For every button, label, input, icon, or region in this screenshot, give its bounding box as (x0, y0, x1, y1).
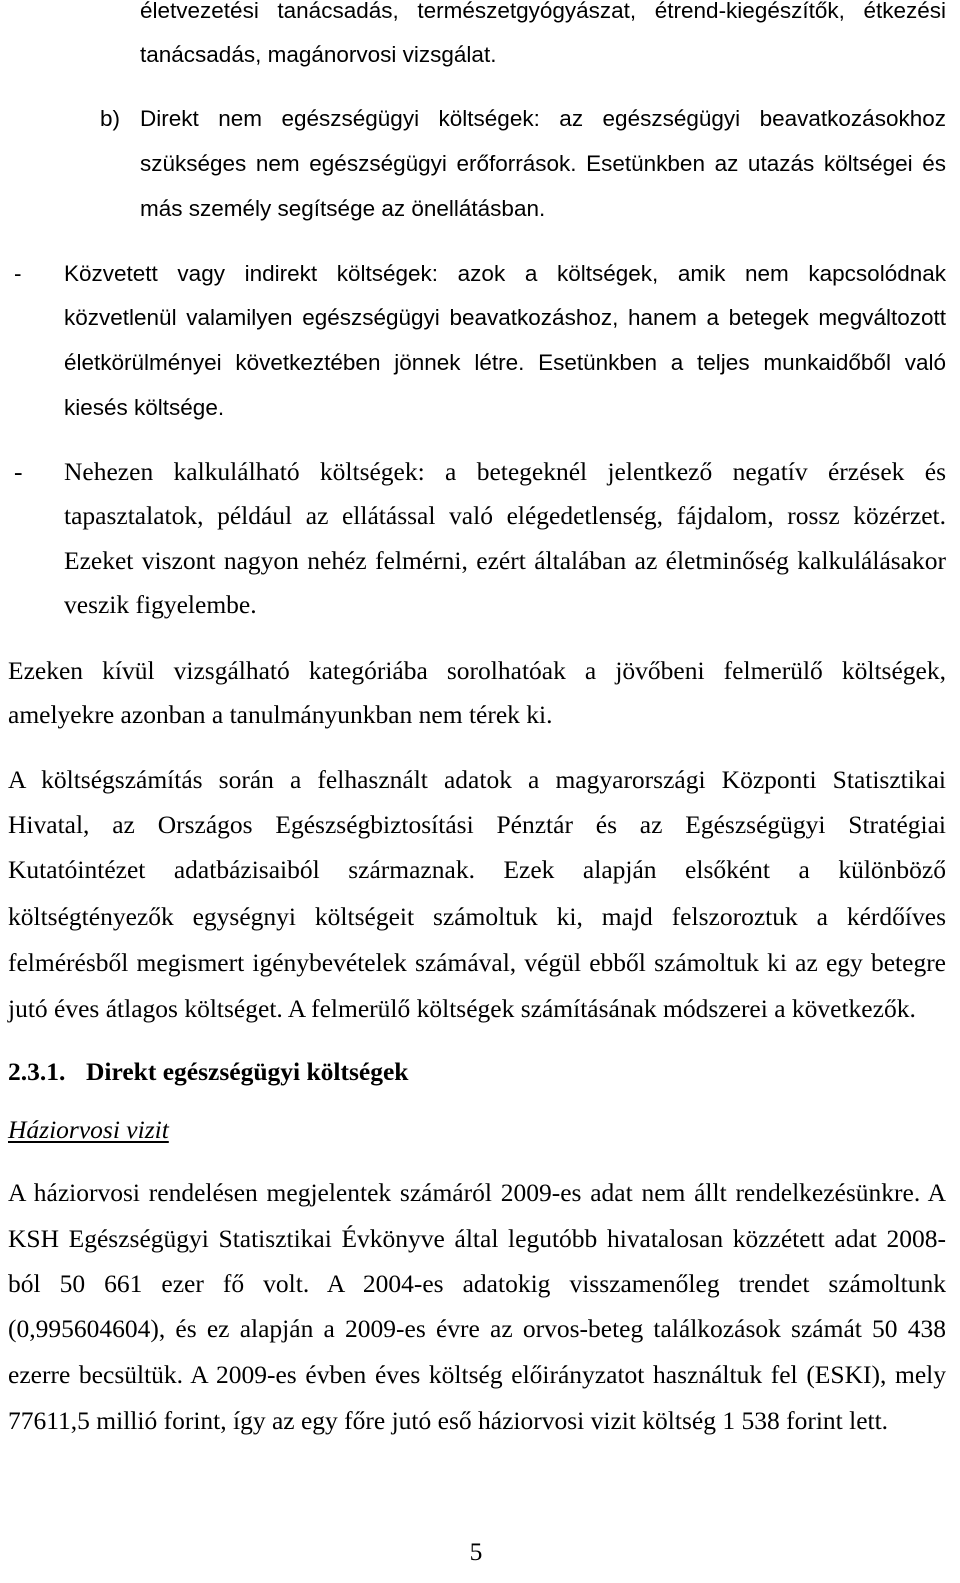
text-line: Direkt nem egészségügyi költségek: az egészségügyi beavatkozásokhoz (140, 106, 946, 131)
text-line: közvetlenül valamilyen egészségügyi beavatkozáshoz, hanem a betegek megváltozott (64, 305, 946, 330)
text-line: Nehezen kalkulálható költségek: a betegeknél jelentkező negatív érzések és (64, 457, 946, 486)
text-line: tanácsadás, magánorvosi vizsgálat. (140, 42, 497, 67)
list-marker: - (14, 457, 23, 486)
text-line: költségtényezők egységnyi költségeit számoltuk ki, majd felszoroztuk a kérdőíves (8, 902, 946, 931)
text-line: 77611,5 millió forint, így az egy főre jutó eső háziorvosi vizit költség 1 538 forint lett. (8, 1406, 889, 1435)
text-line: felmérésből megismert igénybevételek számával, végül ebből számoltuk ki az egy betegre (8, 948, 946, 977)
text-line: amelyekre azonban a tanulmányunkban nem térek ki. (8, 700, 553, 729)
text-line: életvezetési tanácsadás, természetgyógyászat, étrend-kiegészítők, étkezési (140, 0, 946, 23)
text-line: Ezeken kívül vizsgálható kategóriába sorolhatóak a jövőbeni felmerülő költségek, (8, 656, 946, 685)
list-marker: - (14, 261, 22, 286)
text-line: kiesés költsége. (64, 395, 225, 420)
text-line: (0,995604604), és ez alapján a 2009-es évre az orvos-beteg találkozások számát 50 438 (8, 1314, 946, 1343)
text-line: szükséges nem egészségügyi erőforrások. Esetünkben az utazás költségei és (140, 151, 946, 176)
text-line: A háziorvosi rendelésen megjelentek számáról 2009-es adat nem állt rendelkezésünkre. A (8, 1178, 946, 1207)
section-number: 2.3.1. (8, 1057, 66, 1086)
text-line: veszik figyelembe. (64, 590, 257, 619)
page-number: 5 (469, 1537, 483, 1566)
text-line: Kutatóintézet adatbázisaiból származnak. Ezek alapján elsőként a különböző (8, 855, 946, 884)
text-line: tapasztalatok, például az ellátással való elégedetlenség, fájdalom, rossz közérzet. (64, 501, 946, 530)
text-line: jutó éves átlagos költséget. A felmerülő költségek számításának módszerei a következők. (8, 994, 916, 1023)
text-line: ezerre becsültük. A 2009-es évben éves költség előirányzatot használtuk fel (ESKI), mely (8, 1360, 946, 1389)
text-line: Közvetett vagy indirekt költségek: azok a költségek, amik nem kapcsolódnak (64, 261, 946, 286)
text-line: Hivatal, az Országos Egészségbiztosítási Pénztár és az Egészségügyi Stratégiai (8, 810, 946, 839)
list-marker: b) (100, 106, 121, 131)
text-line: életkörülményei következtében jönnek létre. Esetünkben a teljes munkaidőből való (64, 350, 946, 375)
text-line: KSH Egészségügyi Statisztikai Évkönyve által legutóbb hivatalosan közzétett adat 2008- (8, 1224, 946, 1253)
section-title: Direkt egészségügyi költségek (86, 1057, 409, 1086)
subsection-heading: Háziorvosi vizit (8, 1115, 169, 1144)
text-line: ból 50 661 ezer fő volt. A 2004-es adatokig visszamenőleg trendet számoltunk (8, 1269, 946, 1298)
text-line: más személy segítsége az önellátásban. (140, 196, 546, 221)
text-line: A költségszámítás során a felhasznált adatok a magyarországi Központi Statisztikai (8, 765, 946, 794)
text-line: Ezeket viszont nagyon nehéz felmérni, ezért általában az életminőség kalkulálásakor (64, 546, 946, 575)
